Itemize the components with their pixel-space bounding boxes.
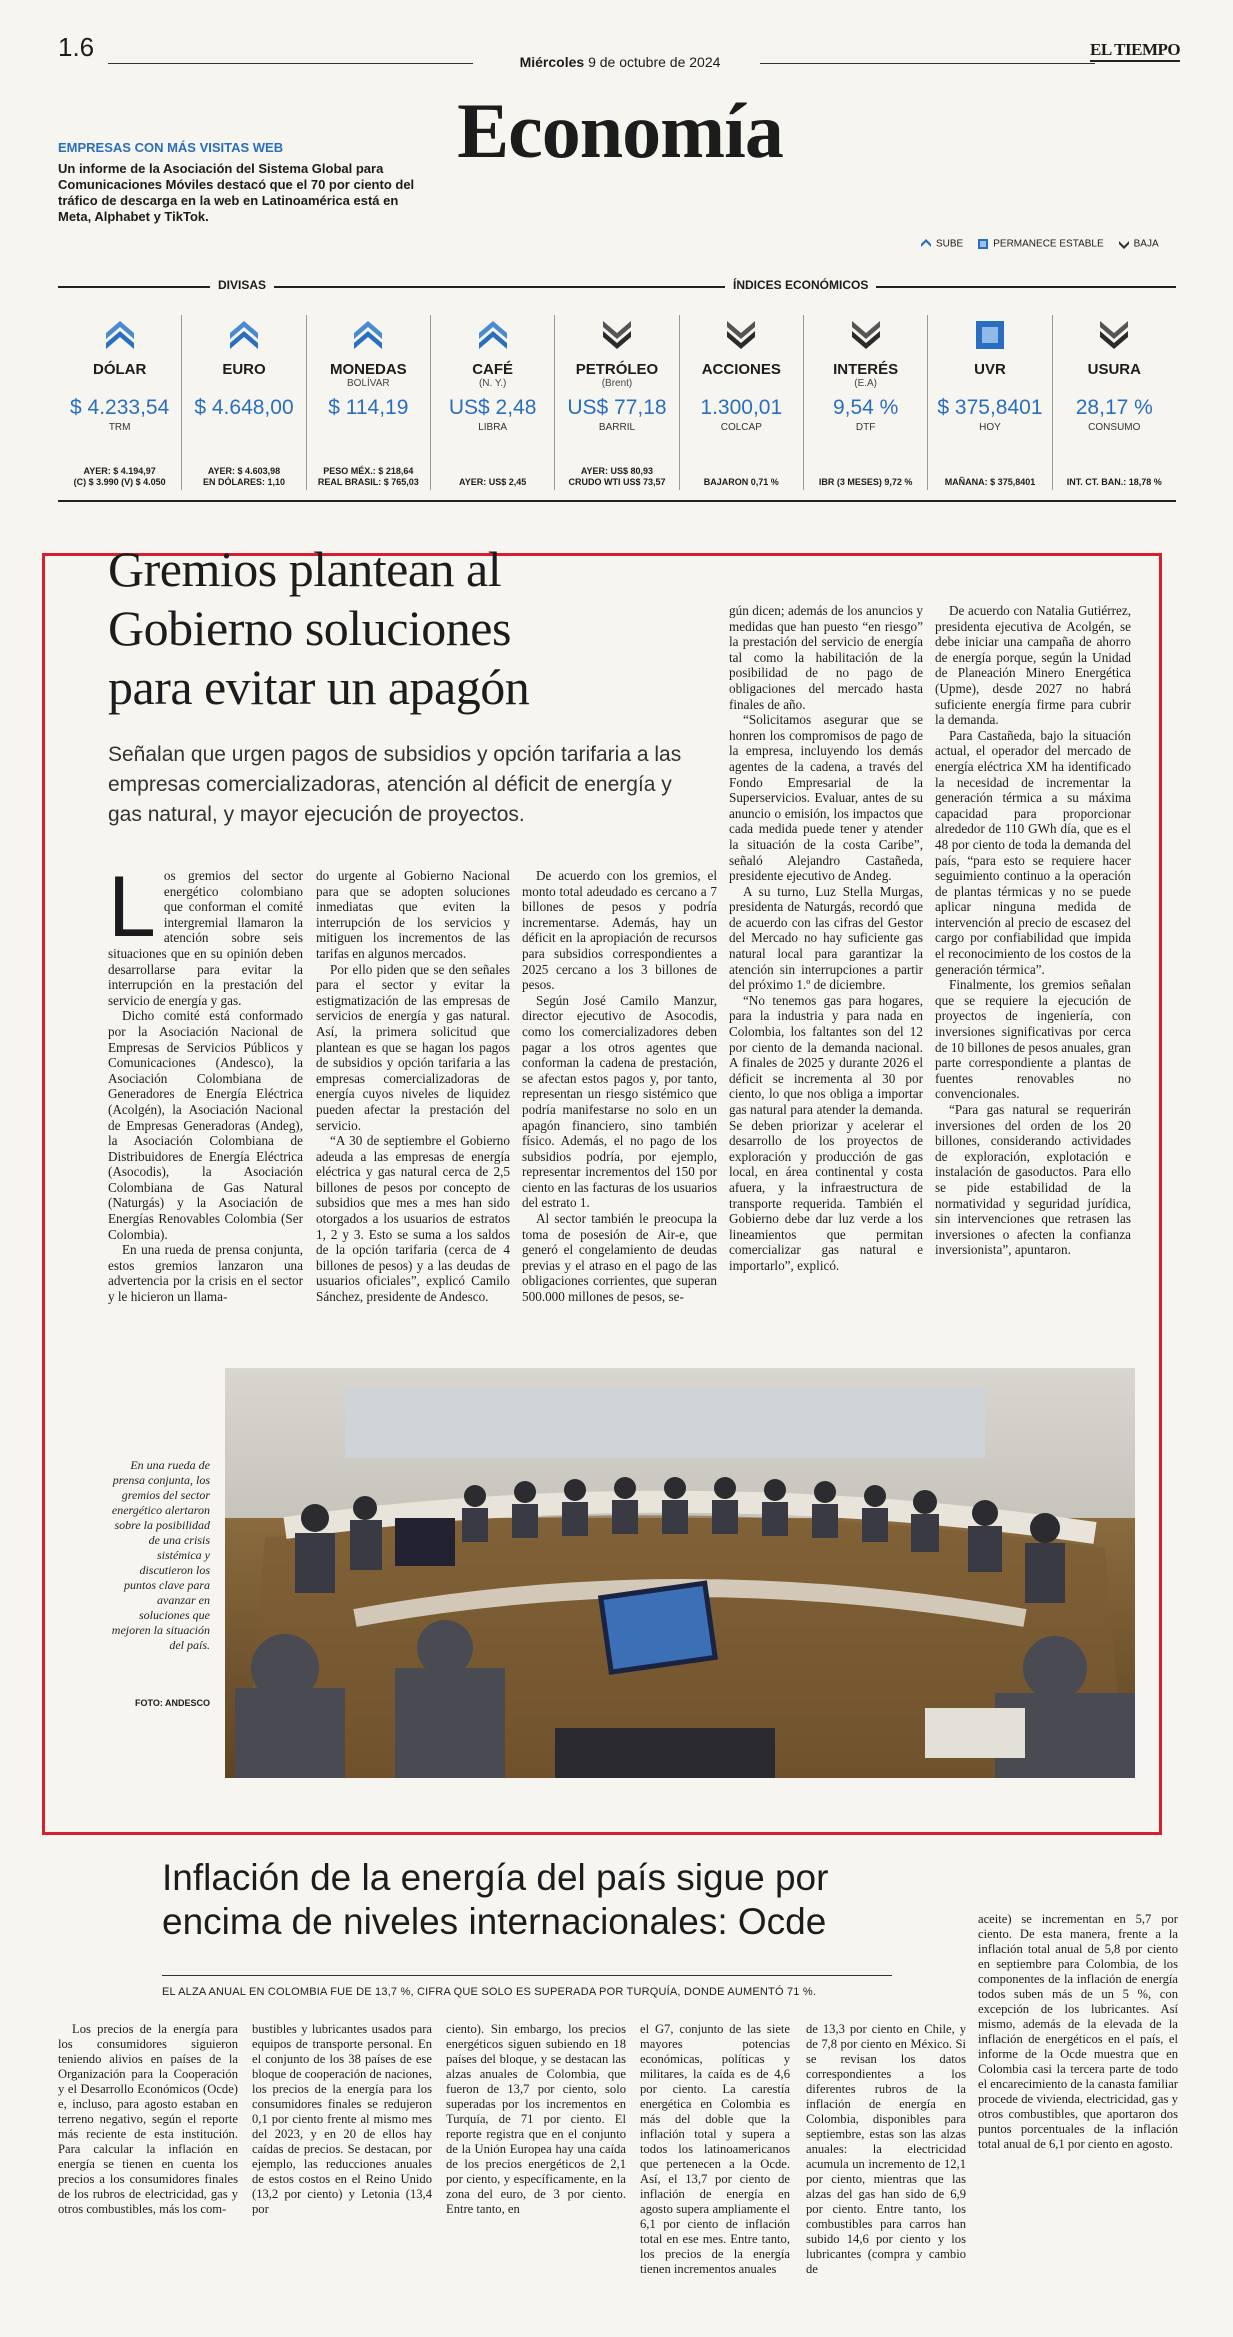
square-icon bbox=[974, 319, 1006, 351]
paragraph: de 13,3 por ciento en Chile, y de 7,8 por ciento en México. Si se revisan los datos correspondientes a los diferentes rubros de la inflación de energía en Colombia, disponibles para septiembre, estas son las alzas anuales: la electricidad acumula un incremento de 12,1 por ciento, mientras que las alzas del gas han sido de 6,9 por ciento. Entre tanto, los combustibles para carros han subido 14,6 por ciento y los lubricantes (compra y cambio de bbox=[806, 2022, 966, 2276]
article-column-5 bbox=[935, 603, 1131, 1258]
indicator-unit: TRM bbox=[108, 422, 131, 433]
indicator-foot bbox=[928, 477, 1051, 488]
indicator-foot bbox=[431, 477, 554, 488]
indicator-unit: CONSUMO bbox=[1088, 422, 1141, 433]
article2-column-4 bbox=[640, 2022, 790, 2277]
headline-line-2: Gobierno soluciones bbox=[108, 600, 511, 656]
article-column-3 bbox=[522, 868, 717, 1305]
paragraph: os gremios del sector energético colombiano que conforman el comité intergremial llamaron la atención sobre seis situaciones que en su opinión deben desarrollarse para evitar la interrupción en la prestación del servicio de energía y gas. bbox=[108, 868, 303, 1008]
indicator-sub: BOLÍVAR bbox=[347, 378, 390, 389]
photo-credit: FOTO: ANDESCO bbox=[134, 1698, 210, 1708]
indicator-name: INTERÉS bbox=[833, 361, 899, 378]
legend-up bbox=[920, 238, 963, 250]
article2-column-1 bbox=[58, 2022, 238, 2217]
headline2-line-1: Inflación de la energía del país sigue por bbox=[162, 1857, 829, 1898]
foot-line-1: PESO MÉX.: $ 218,64 bbox=[323, 466, 414, 476]
indicator-unit: LIBRA bbox=[478, 422, 508, 433]
divisas-label: DIVISAS bbox=[210, 278, 274, 292]
brand-logo: EL TIEMPO bbox=[1090, 40, 1180, 62]
indicator-sub: (E.A) bbox=[854, 378, 878, 389]
indicator-name: PETRÓLEO bbox=[575, 361, 659, 378]
indicator-sub: (N. Y.) bbox=[478, 378, 507, 389]
paragraph: Al sector también le preocupa la toma de posesión de Air-e, que generó el congelamiento de deudas previas y el atraso en el pago de las obligaciones corrientes, que superan 500.000 millones de pesos, se- bbox=[522, 1211, 717, 1305]
article2-column-3 bbox=[446, 2022, 626, 2217]
article-deck: Señalan que urgen pagos de subsidios y opción tarifaria a las empresas comercializadoras, atención al déficit de energía y gas natural, y mayor ejecución de proyectos. bbox=[108, 743, 682, 826]
legend-stable bbox=[977, 238, 1103, 250]
indicator-value: 28,17 % bbox=[1075, 396, 1153, 419]
indicator-name: UVR bbox=[974, 361, 1006, 378]
indicator-value: $ 4.648,00 bbox=[194, 396, 294, 419]
indicator-sub: (Brent) bbox=[601, 378, 633, 389]
legend-down bbox=[1118, 238, 1159, 250]
chevron-up-icon bbox=[477, 319, 509, 351]
paragraph: Finalmente, los gremios señalan que se requiere la ejecución de proyectos de ingeniería, con inversiones significativas por cerca de 10 billones de pesos anuales, gran parte correspondiente a plantas de fuentes renovables no convencionales. bbox=[935, 977, 1131, 1102]
indicator-cafe bbox=[431, 315, 555, 490]
indicators-row bbox=[58, 315, 1176, 490]
indicator-dolar bbox=[58, 315, 182, 490]
indicator-foot bbox=[182, 466, 305, 488]
headline-line-1: Gremios plantean al bbox=[108, 541, 502, 597]
paragraph: De acuerdo con Natalia Gutiérrez, presidenta ejecutiva de Acolgén, se debe iniciar una campaña de ahorro de energía porque, según la Unidad de Planeación Minero Energética (Upme), desde 2027 no habrá suficiente energía firme para cubrir la demanda. bbox=[935, 603, 1131, 728]
chevron-up-icon bbox=[104, 319, 136, 351]
indicator-name: CAFÉ bbox=[472, 361, 514, 378]
indicator-sub bbox=[680, 378, 803, 390]
page-number: 1.6 bbox=[58, 32, 95, 62]
headline2-line-2: encima de niveles internacionales: Ocde bbox=[162, 1901, 827, 1942]
press-conference-photo bbox=[225, 1368, 1135, 1778]
legend-down-label: BAJA bbox=[1133, 238, 1159, 250]
section-title: Economía bbox=[457, 87, 783, 174]
indicator-unit: BARRIL bbox=[598, 422, 636, 433]
paragraph: do urgente al Gobierno Nacional para que se adopten soluciones inmediatas que eviten la interrupción de los servicios y mitiguen los incrementos de las tarifas en algunos mercados. bbox=[316, 868, 510, 961]
indicator-unit: DTF bbox=[855, 422, 876, 433]
chevron-down-icon bbox=[601, 319, 633, 351]
foot-line-1: MAÑANA: $ 375,8401 bbox=[944, 477, 1036, 487]
paragraph: Dicho comité está conformado por la Asociación Nacional de Empresas de Servicios Públicos y Comunicaciones (Andesco), la Asociación Colombiana de Generadores de Energía Eléctrica (Acolgén), la Asociación Nacional de Empresas Generadoras (Andeg), la Asociación Colombiana de Distribuidores de Energía Eléctrica (Asocodis), la Asociación Colombiana de Gas Natural (Naturgás) y la Asociación de Energías Renovables Colombia (Ser Colombia). bbox=[108, 1008, 303, 1242]
indicator-sub bbox=[1053, 378, 1176, 390]
paragraph: “Solicitamos asegurar que se honren los compromisos de pago de la empresa, incluyendo los demás agentes de la cadena, a través del Fondo Empresarial de la Superservicios. Evaluar, antes de su anuncio o emisión, los impactos que cada medida puede tener y atender la situación de la costa Caribe”, señaló Alejandro Castañeda, presidente ejecutivo de Andeg. bbox=[729, 712, 923, 884]
paragraph: Según José Camilo Manzur, director ejecutivo de Asocodis, como los comercializadores deben pagar a los otros agentes que conforman la cadena de prestación, se afectan estos pagos y, por tanto, representan un riesgo sistémico que podría manifestarse no solo en un apagón financiero, sino también físico. Además, el no pago de los subsidios podría, por ejemplo, representar incrementos del 150 por ciento en las facturas de los usuarios del estrato 1. bbox=[522, 992, 717, 1211]
paragraph: En una rueda de prensa conjunta, estos gremios lanzaron una advertencia por la crisis en el sector y le hicieron un llama- bbox=[108, 1242, 303, 1305]
foot-line-1: INT. CT. BAN.: 18,78 % bbox=[1066, 477, 1162, 487]
paragraph: “Para gas natural se requerirán inversiones del orden de los 20 billones, considerando actividades de exploración, explotación e instalación de gasoductos. Para ello se pide estabilidad de la normatividad y seguridad jurídica, sin intervenciones que retrasen las inversiones o afecten la confianza inversionista”, apuntaron. bbox=[935, 1102, 1131, 1258]
article-column-1 bbox=[108, 859, 303, 1305]
indicators-bottom-rule bbox=[58, 500, 1176, 502]
paragraph: bustibles y lubricantes usados para equipos de transporte personal. En el conjunto de los 38 países de ese bloque de cooperación de naciones, los precios de la energía para los consumidores finales se redujeron 0,1 por ciento frente al mismo mes del 2023, y en 20 de ellos hay caídas de precios. Se destacan, por ejemplo, las reducciones anuales de estos costos en el Reino Unido (13,2 por ciento) y Letonia (13,4 por bbox=[252, 2022, 432, 2216]
chevron-up-icon bbox=[228, 319, 260, 351]
trend-legend bbox=[920, 238, 1159, 250]
indicator-value: $ 4.233,54 bbox=[70, 396, 170, 419]
indicator-name: ACCIONES bbox=[701, 361, 781, 378]
chevron-down-icon bbox=[1118, 238, 1130, 250]
chevron-up-icon bbox=[352, 319, 384, 351]
chevron-down-icon bbox=[725, 319, 757, 351]
chevron-up-icon bbox=[920, 238, 932, 250]
legend-stable-label: PERMANECE ESTABLE bbox=[993, 238, 1104, 250]
indicator-uvr bbox=[928, 315, 1052, 490]
indicator-foot bbox=[1053, 477, 1176, 488]
paragraph: A su turno, Luz Stella Murgas, presidenta de Naturgás, recordó que de acuerdo con las cifras del Gestor del Mercado no hay suficiente gas natural local para garantizar la atención sin interrupciones a partir del próximo 1.º de diciembre. bbox=[729, 883, 923, 993]
date-rule-right bbox=[760, 63, 1095, 64]
foot-line-1: AYER: US$ 80,93 bbox=[580, 466, 654, 476]
paragraph: aceite) se incrementan en 5,7 por ciento. De esta manera, frente a la inflación total anual de 5,8 por ciento en septiembre para Colombia, de los componentes de la inflación de energía todos suben más de un 5 %, con excepción de los lubricantes. Así mismo, además de la elevada de la inflación de energéticos en el país, el informe de la Ocde muestra que en Colombia casi la tercera parte de todo el encarecimiento de la canasta familiar procede de vivienda, electricidad, gas y otros combustibles, que aportaron dos puntos porcentuales de la inflación total anual de 6,1 por ciento en agosto. bbox=[978, 1912, 1178, 2151]
foot-line-2: EN DÓLARES: 1,10 bbox=[202, 477, 285, 487]
indicator-foot bbox=[804, 477, 927, 488]
photo-caption: En una rueda de prensa conjunta, los gremios del sector energético alertaron sobre la posibilidad de una crisis sistémica y discutieron los puntos clave para avanzar en soluciones que mejoren la situación del país. bbox=[111, 1458, 210, 1652]
sidebar-title: EMPRESAS CON MÁS VISITAS WEB bbox=[58, 140, 284, 155]
indicator-name: DÓLAR bbox=[93, 361, 147, 378]
indices-label: ÍNDICES ECONÓMICOS bbox=[725, 278, 876, 292]
indicator-value: 1.300,01 bbox=[700, 396, 783, 419]
date-weekday: Miércoles bbox=[519, 54, 585, 70]
indicator-sub bbox=[928, 378, 1051, 390]
chevron-down-icon bbox=[1098, 319, 1130, 351]
foot-line-2: (C) $ 3.990 (V) $ 4.050 bbox=[73, 477, 166, 487]
indicator-acciones bbox=[680, 315, 804, 490]
foot-line-2: CRUDO WTI US$ 73,57 bbox=[568, 477, 666, 487]
indicator-value: $ 375,8401 bbox=[937, 396, 1043, 419]
foot-line-1: AYER: $ 4.194,97 bbox=[83, 466, 156, 476]
indicator-petroleo bbox=[555, 315, 679, 490]
paragraph: “A 30 de septiembre el Gobierno adeuda a las empresas de energía eléctrica y gas natural cerca de 2,5 billones de pesos por concepto de subsidios que mes a mes han sido otorgados a los usuarios de estratos 1, 2 y 3. Esto se suma a los saldos de la opción tarifaria (cerca de 4 billones de pesos) y a las deudas de usuarios oficiales”, explicó Camilo Sánchez, presidente de Andesco. bbox=[316, 1133, 510, 1305]
photo-illustration bbox=[225, 1368, 1135, 1778]
indicator-value: US$ 2,48 bbox=[448, 396, 537, 419]
indicator-unit: COLCAP bbox=[720, 422, 762, 433]
paragraph: el G7, conjunto de las siete mayores potencias económicas, políticas y militares, la caída es de 4,6 por ciento. La carestía energética en Colombia es más del doble que la inflación total y supera a todos los latinoamericanos que pertenecen a la Ocde. Así, el 13,7 por ciento de inflación de energía en agosto supera ampliamente el 6,1 por ciento de inflación total en ese mes. Entre tanto, los precios de la energía tienen incrementos anuales bbox=[640, 2022, 790, 2276]
indicator-foot bbox=[307, 466, 430, 488]
article-headline bbox=[108, 540, 708, 717]
indicator-value: US$ 77,18 bbox=[567, 396, 667, 419]
indicator-usura bbox=[1053, 315, 1176, 490]
foot-line-1: AYER: US$ 2,45 bbox=[459, 477, 527, 487]
paragraph: Por ello piden que se den señales para el sector y evitar la estigmatización de las empresas de servicios de energía y gas natural. Así, la primera solicitud que plantean es que se hagan los pagos de subsidios y opción tarifaria a las empresas comercializadoras de energía cuyos niveles de liquidez pueden afectar la prestación del servicio. bbox=[316, 961, 510, 1133]
drop-cap: L bbox=[108, 859, 156, 955]
indicator-foot bbox=[555, 466, 678, 488]
square-icon bbox=[977, 238, 989, 250]
paragraph: “No tenemos gas para hogares, para la industria y para nada en Colombia, los faltantes son del 12 por ciento de la demanda nacional. A finales de 2025 y durante 2026 el déficit se incrementa al 30 por ciento, lo que nos obliga a importar gas natural para atender la demanda. Se deben priorizar y acelerar el desarrollo de los proyectos de exploración y producción de gas local, en área continental y costa afuera, y la infraestructura de transporte requerida. También el Gobierno debe dar luz verde a los lineamientos que permitan comercializar gas natural e importarlo”, explicó. bbox=[729, 992, 923, 1273]
paragraph: Para Castañeda, bajo la situación actual, el operador del mercado de energía eléctrica XM ha identificado la necesidad de incrementar la generación térmica a su máxima capacidad para proporcionar alrededor de 110 GWh día, que es el 48 por ciento de toda la demanda del país, “para esto se requiere hacer seguimiento continuo a la operación de plantas térmicas y no se puede aplicar ninguna medida de intervención al precio de escasez del cargo por confiabilidad que impida el reconocimiento de los costos de la generación térmica”. bbox=[935, 727, 1131, 977]
date-line bbox=[470, 54, 770, 70]
indicator-value: 9,54 % bbox=[832, 396, 899, 419]
indicator-sub bbox=[58, 378, 181, 390]
article2-headline bbox=[162, 1856, 942, 1944]
indicator-monedas bbox=[307, 315, 431, 490]
indicator-sub bbox=[182, 378, 305, 390]
indicator-name: EURO bbox=[222, 361, 266, 378]
indicator-foot bbox=[680, 477, 803, 488]
paragraph: ciento). Sin embargo, los precios energéticos siguen subiendo en 18 países del bloque, y se destacan las alzas anuales de Colombia, que fueron de 13,7 por ciento, solo superadas por los incrementos en Turquía, de 71 por ciento. El reporte registra que en el conjunto de la Unión Europea hay una caída de los precios energéticos de 2,1 por ciento, y específicamente, en la zona del euro, de 3 por ciento. Entre tanto, en bbox=[446, 2022, 626, 2216]
indicator-name: MONEDAS bbox=[329, 361, 407, 378]
legend-up-label: SUBE bbox=[936, 238, 964, 250]
article2-rule bbox=[162, 1975, 892, 1976]
article2-kicker: EL ALZA ANUAL EN COLOMBIA FUE DE 13,7 %, CIFRA QUE SOLO ES SUPERADA POR TURQUÍA, DONDE AUMENTÓ 71 %. bbox=[162, 1986, 817, 1998]
sidebar-text: Un informe de la Asociación del Sistema Global para Comunicaciones Móviles destacó que el 70 por ciento del tráfico de descarga en la web en Latinoamérica está en Meta, Alphabet y TikTok. bbox=[58, 161, 415, 224]
foot-line-1: AYER: $ 4.603,98 bbox=[207, 466, 281, 476]
foot-line-2: REAL BRASIL: $ 765,03 bbox=[317, 477, 419, 487]
article2-column-5 bbox=[806, 2022, 966, 2277]
indicator-name: USURA bbox=[1087, 361, 1141, 378]
chevron-down-icon bbox=[850, 319, 882, 351]
paragraph: gún dicen; además de los anuncios y medidas que han puesto “en riesgo” la prestación del servicio de energía tal como la habilitación de la posibilidad de no pago de obligaciones del mercado hasta finales de año. bbox=[729, 603, 923, 712]
indicator-euro bbox=[182, 315, 306, 490]
date-rest: 9 de octubre de 2024 bbox=[588, 54, 721, 70]
indicator-unit: HOY bbox=[979, 422, 1001, 433]
article-column-2 bbox=[316, 868, 510, 1305]
date-rule-left bbox=[108, 63, 473, 64]
article-column-4 bbox=[729, 603, 923, 1274]
headline-line-3: para evitar un apagón bbox=[108, 659, 530, 715]
foot-line-1: IBR (3 MESES) 9,72 % bbox=[818, 477, 913, 487]
indicator-value: $ 114,19 bbox=[328, 396, 409, 419]
paragraph: Los precios de la energía para los consumidores siguieron teniendo alivios en países de la Organización para la Cooperación y el Desarrollo Económicos (Ocde) e, incluso, para agosto estaban en terreno negativo, según el reporte más reciente de esta institución. Para calcular la inflación en energía se tienen en cuenta los precios a los consumidores finales de los rubros de electricidad, gas y otros combustibles, más los com- bbox=[58, 2022, 238, 2216]
article2-column-2 bbox=[252, 2022, 432, 2217]
indicator-interes bbox=[804, 315, 928, 490]
article2-column-right bbox=[978, 1912, 1178, 2152]
foot-line-1: BAJARON 0,71 % bbox=[703, 477, 779, 487]
indicator-foot bbox=[58, 466, 181, 488]
paragraph: De acuerdo con los gremios, el monto total adeudado es cercano a 7 billones de pesos y podría incrementarse. Además, hay un déficit en la apropiación de recursos para subsidios correspondientes a 2025 cercano a los 3 billones de pesos. bbox=[522, 868, 717, 993]
